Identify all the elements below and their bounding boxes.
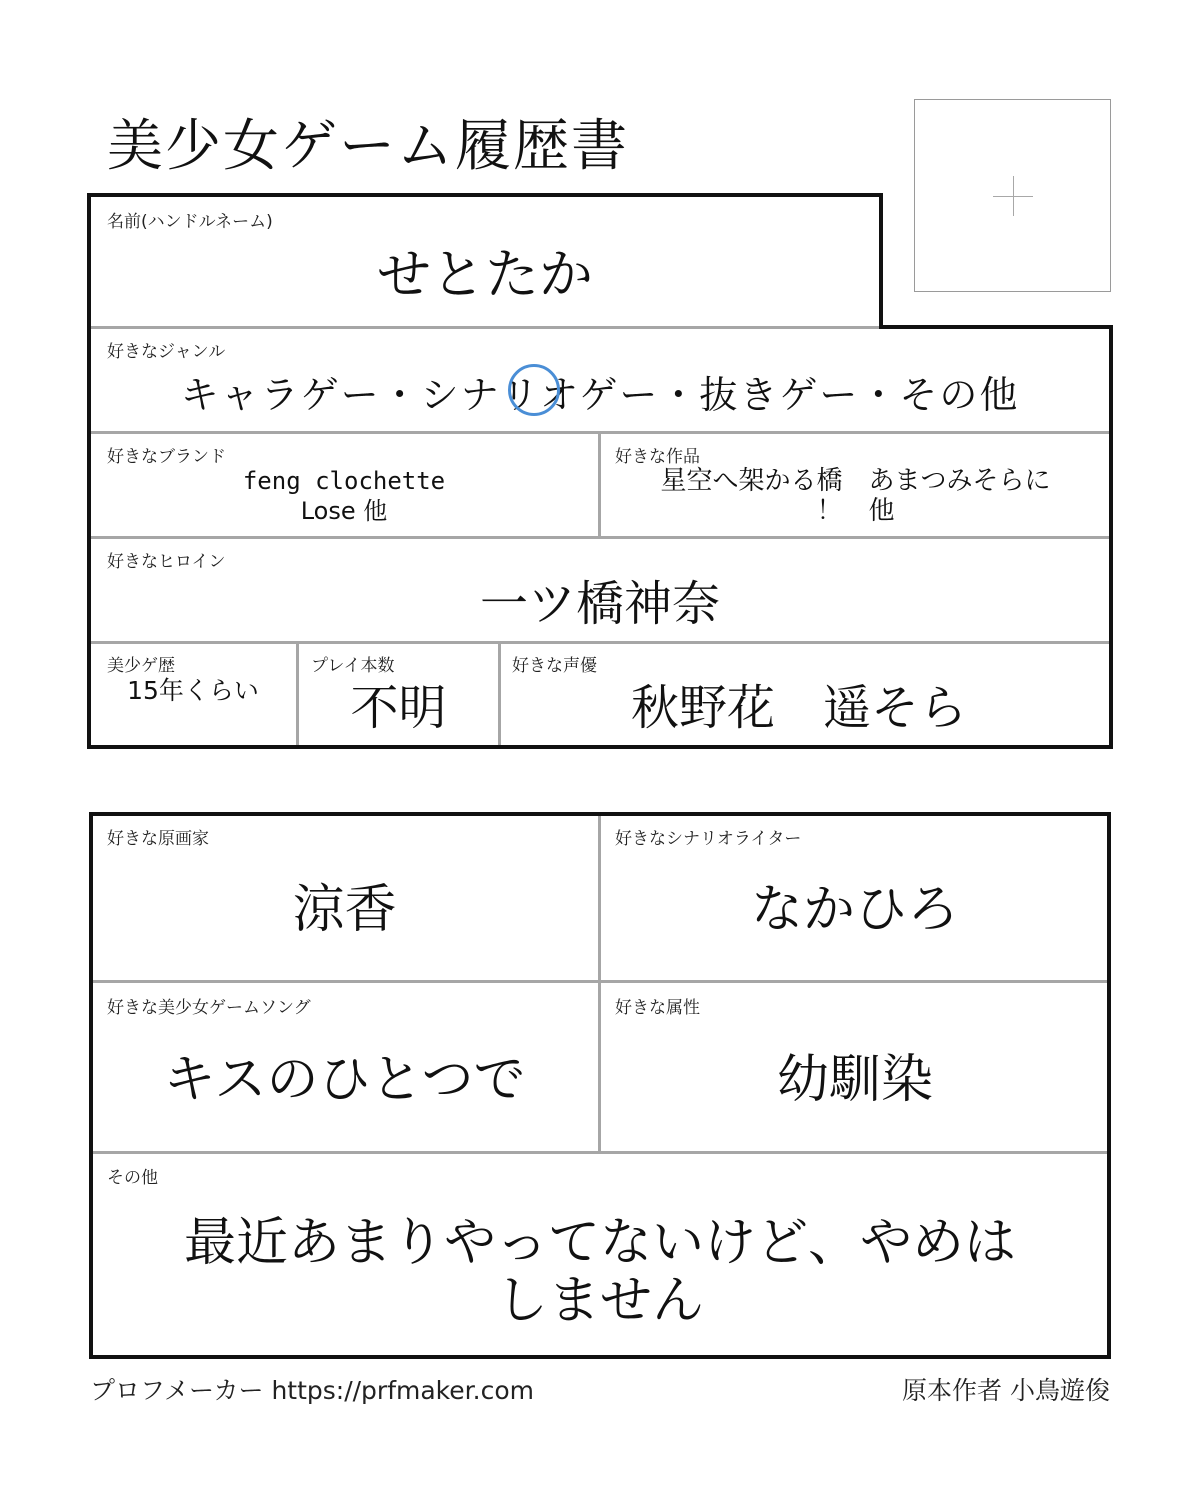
name-value: せとたか: [377, 243, 593, 306]
brand-label: 好きなブランド: [107, 447, 226, 467]
footer-maker-credit[interactable]: プロフメーカー https://prfmaker.com: [90, 1376, 534, 1405]
attribute-label: 好きな属性: [615, 998, 700, 1018]
work-label: 好きな作品: [615, 447, 700, 467]
selection-circle-marker: [508, 364, 560, 416]
heroine-value: 一ツ橋神奈: [479, 576, 720, 632]
voice-actor-value: 秋野花 遥そら: [630, 680, 967, 736]
song-value: キスのひとつで: [163, 1050, 526, 1110]
genre-value: キャラゲー・シナリオゲー・抜きゲー・その他: [180, 373, 1020, 417]
play-count-label: プレイ本数: [311, 656, 395, 676]
history-label: 美少ゲ歴: [107, 656, 175, 676]
song-label: 好きな美少女ゲームソング: [107, 998, 311, 1018]
history-value: 15年くらい: [127, 676, 259, 705]
work-value-line2: ！ 他: [816, 496, 895, 526]
artist-value: 涼香: [292, 880, 397, 940]
other-value-line2: しません: [495, 1271, 704, 1331]
writer-label: 好きなシナリオライター: [615, 829, 802, 849]
writer-value: なかひろ: [750, 880, 959, 940]
play-count-value: 不明: [350, 680, 447, 736]
page-title: 美少女ゲーム履歴書: [107, 114, 629, 179]
other-value-line1: 最近あまりやってないけど、やめは: [183, 1213, 1016, 1273]
genre-label: 好きなジャンル: [107, 342, 226, 362]
name-label: 名前(ハンドルネーム): [107, 212, 273, 232]
brand-value-line2: Lose 他: [300, 497, 388, 525]
artist-label: 好きな原画家: [107, 829, 209, 849]
other-label: その他: [107, 1168, 158, 1188]
voice-actor-label: 好きな声優: [512, 656, 597, 676]
heroine-label: 好きなヒロイン: [107, 552, 226, 572]
brand-value-line1: feng clochette: [242, 467, 446, 495]
footer-author-credit: 原本作者 小鳥遊俊: [902, 1376, 1110, 1405]
work-value-line1: 星空へ架かる橋 あまつみそらに: [660, 466, 1051, 496]
attribute-value: 幼馴染: [776, 1050, 933, 1110]
